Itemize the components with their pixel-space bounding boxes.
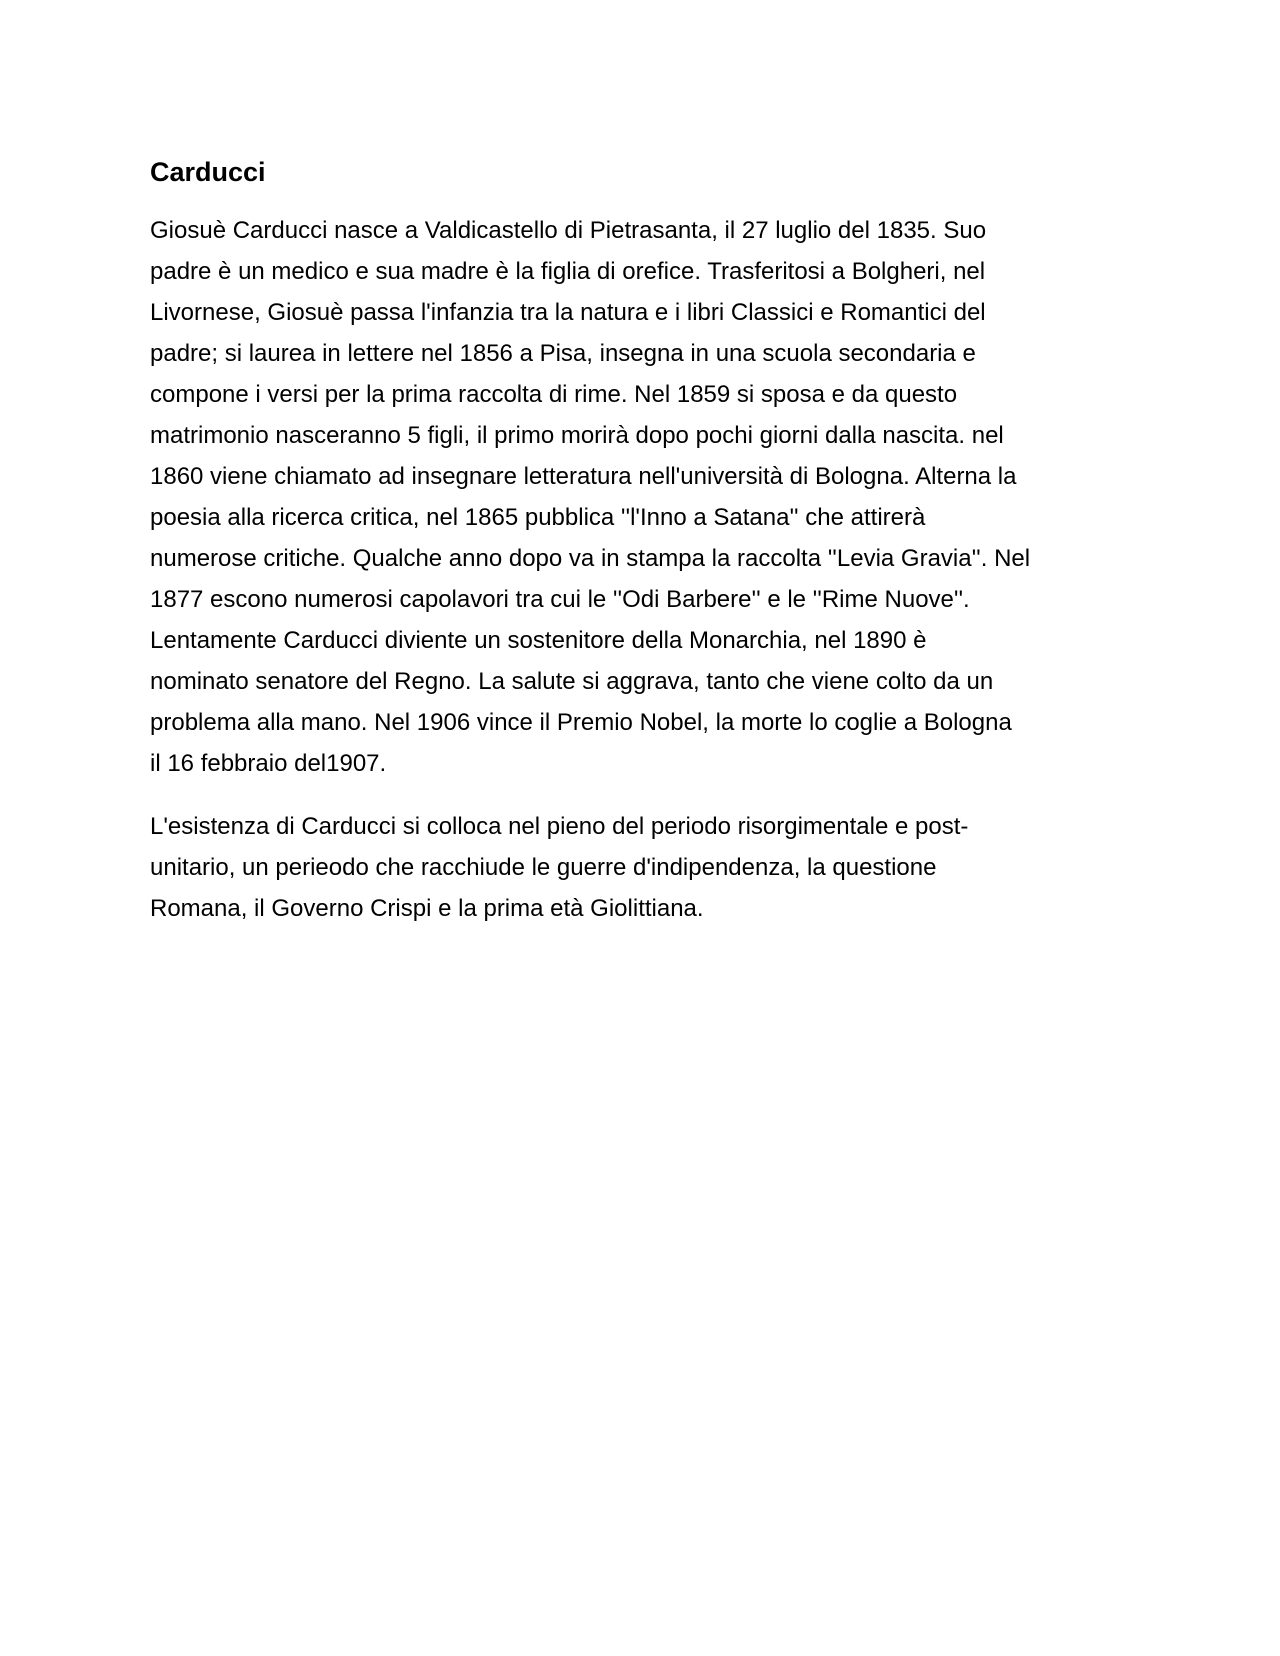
biography-paragraph <box>150 210 1130 784</box>
paragraph-line: Romana, il Governo Crispi e la prima età Giolittiana. <box>150 895 704 922</box>
paragraph-line: Lentamente Carducci diviente un sostenitore della Monarchia, nel 1890 è <box>150 627 927 654</box>
paragraph-line: Livornese, Giosuè passa l'infanzia tra la natura e i libri Classici e Romantici del <box>150 299 986 326</box>
historical-context-paragraph <box>150 806 1130 929</box>
document-title: Carducci <box>150 157 266 187</box>
paragraph-line: matrimonio nasceranno 5 figli, il primo morirà dopo pochi giorni dalla nascita. nel <box>150 422 1004 449</box>
paragraph-line: nominato senatore del Regno. La salute si aggrava, tanto che viene colto da un <box>150 668 994 695</box>
paragraph-line: compone i versi per la prima raccolta di rime. Nel 1859 si sposa e da questo <box>150 381 958 408</box>
paragraph-line: unitario, un perieodo che racchiude le guerre d'indipendenza, la questione <box>150 854 937 881</box>
paragraph-line: padre è un medico e sua madre è la figlia di orefice. Trasferitosi a Bolgheri, nel <box>150 258 986 285</box>
paragraph-line: Giosuè Carducci nasce a Valdicastello di Pietrasanta, il 27 luglio del 1835. Suo <box>150 217 987 244</box>
paragraph-line: problema alla mano. Nel 1906 vince il Premio Nobel, la morte lo coglie a Bologna <box>150 709 1012 736</box>
paragraph-line: padre; si laurea in lettere nel 1856 a Pisa, insegna in una scuola secondaria e <box>150 340 976 367</box>
paragraph-line: poesia alla ricerca critica, nel 1865 pubblica ''l'Inno a Satana'' che attirerà <box>150 504 926 531</box>
paragraph-line: il 16 febbraio del1907. <box>150 750 387 777</box>
document-body <box>150 152 1130 951</box>
paragraph-line: 1860 viene chiamato ad insegnare letteratura nell'università di Bologna. Alterna la <box>150 463 1017 490</box>
paragraph-line: 1877 escono numerosi capolavori tra cui le ''Odi Barbere'' e le ''Rime Nuove''. <box>150 586 970 613</box>
paragraph-line: numerose critiche. Qualche anno dopo va in stampa la raccolta ''Levia Gravia''. Nel <box>150 545 1031 572</box>
paragraph-line: L'esistenza di Carducci si colloca nel pieno del periodo risorgimentale e post- <box>150 813 969 840</box>
